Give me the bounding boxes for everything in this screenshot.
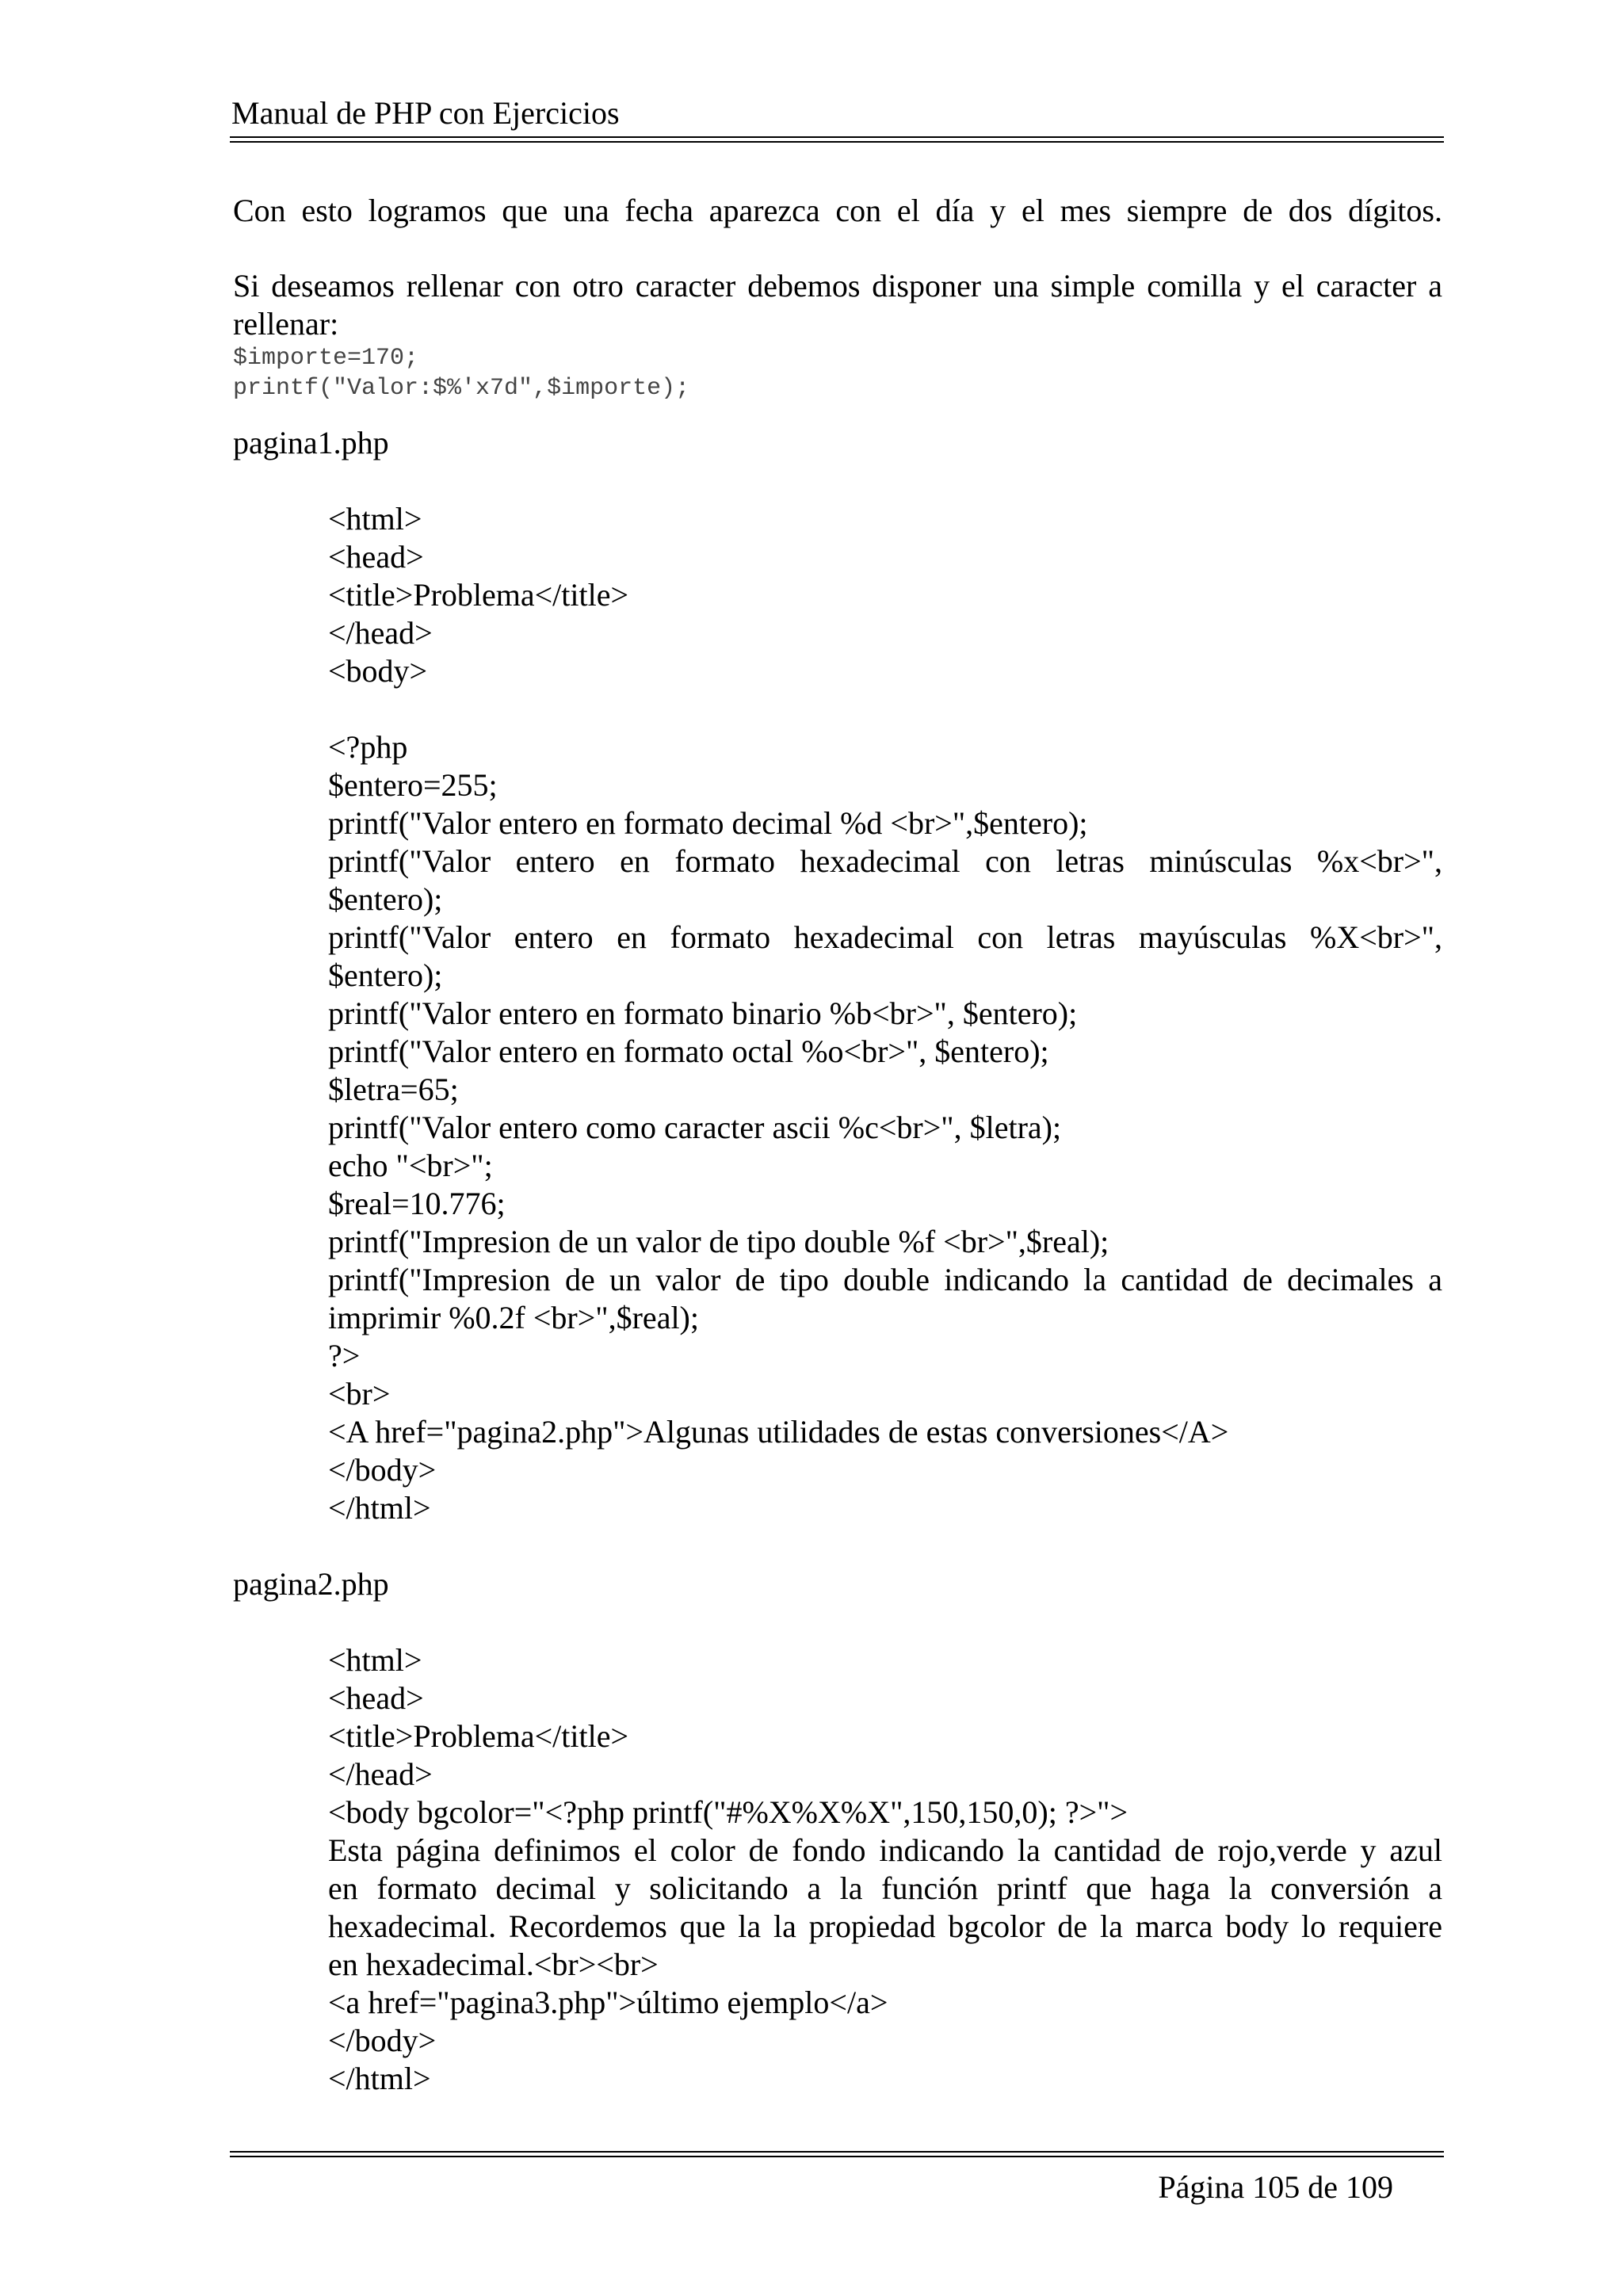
code-line: <head> — [328, 539, 424, 575]
intro-paragraph-2-line-2: rellenar: — [233, 306, 339, 342]
header-rule-bottom — [230, 141, 1444, 143]
header-rule-top — [230, 136, 1444, 138]
footer-rule-top — [230, 2151, 1444, 2153]
code-line: printf("Valor entero en formato hexadecimal con letras minúsculas %x<br>", — [328, 843, 1442, 879]
code-line: echo "<br>"; — [328, 1148, 493, 1183]
code-line: </body> — [328, 2023, 437, 2058]
code-line: printf("Valor entero en formato hexadecimal con letras mayúsculas %X<br>", — [328, 919, 1442, 955]
code-line: imprimir %0.2f <br>",$real); — [328, 1300, 699, 1335]
code-line — [328, 690, 1442, 728]
code-line: <br> — [328, 1376, 391, 1412]
code-line: $entero=255; — [328, 767, 498, 803]
code-line: $entero); — [328, 957, 443, 993]
code-line: Esta página definimos el color de fondo indicando la cantidad de rojo,verde y azul — [328, 1832, 1442, 1868]
code-snippet-line-1: $importe=170; — [233, 345, 419, 372]
code-line: <html> — [328, 1642, 422, 1678]
code-line: </head> — [328, 615, 433, 651]
code-line: $entero); — [328, 881, 443, 917]
code-line: </html> — [328, 2061, 431, 2096]
page-content — [233, 192, 1442, 2098]
header-title: Manual de PHP con Ejercicios — [231, 95, 620, 131]
code-line: <body> — [328, 653, 428, 689]
code-line: printf("Valor entero en formato decimal %d <br>",$entero); — [328, 805, 1088, 841]
code-line: <html> — [328, 501, 422, 537]
code-line: <body bgcolor="<?php printf("#%X%X%X",150,150,0); ?>"> — [328, 1794, 1128, 1830]
code-line: printf("Impresion de un valor de tipo double indicando la cantidad de decimales a — [328, 1262, 1442, 1297]
code-line: <?php — [328, 729, 408, 765]
file-label-pagina2: pagina2.php — [233, 1566, 389, 1602]
code-line: <a href="pagina3.php">último ejemplo</a> — [328, 1985, 888, 2020]
code-line: $letra=65; — [328, 1072, 459, 1107]
code-line: printf("Valor entero en formato octal %o<br>", $entero); — [328, 1033, 1049, 1069]
code-line: $real=10.776; — [328, 1186, 506, 1221]
code-line: hexadecimal. Recordemos que la la propiedad bgcolor de la marca body lo requiere — [328, 1908, 1442, 1944]
code-block-pagina2 — [328, 1641, 1442, 2098]
code-snippet-line-2: printf("Valor:$%'x7d",$importe); — [233, 375, 690, 402]
code-line: printf("Valor entero como caracter ascii %c<br>", $letra); — [328, 1110, 1062, 1145]
code-line: <title>Problema</title> — [328, 1718, 629, 1754]
code-line: </head> — [328, 1756, 433, 1792]
code-line: <A href="pagina2.php">Algunas utilidades de estas conversiones</A> — [328, 1414, 1229, 1450]
code-line: printf("Impresion de un valor de tipo double %f <br>",$real); — [328, 1224, 1109, 1259]
intro-paragraph-2-line-1: Si deseamos rellenar con otro caracter debemos disponer una simple comilla y el caracter a — [233, 268, 1442, 304]
code-line: <head> — [328, 1680, 424, 1716]
code-line: ?> — [328, 1338, 361, 1373]
code-line: en formato decimal y solicitando a la función printf que haga la conversión a — [328, 1870, 1442, 1906]
code-line: printf("Valor entero en formato binario %b<br>", $entero); — [328, 995, 1078, 1031]
code-line: en hexadecimal.<br><br> — [328, 1946, 659, 1982]
code-line: <title>Problema</title> — [328, 577, 629, 613]
page-number: Página 105 de 109 — [1158, 2169, 1393, 2205]
code-line: </body> — [328, 1452, 437, 1488]
footer-rule-bottom — [230, 2156, 1444, 2157]
intro-paragraph-1: Con esto logramos que una fecha aparezca con el día y el mes siempre de dos dígitos. — [233, 193, 1442, 228]
code-line: </html> — [328, 1490, 431, 1526]
code-block-pagina1 — [328, 500, 1442, 1527]
file-label-pagina1: pagina1.php — [233, 425, 389, 460]
